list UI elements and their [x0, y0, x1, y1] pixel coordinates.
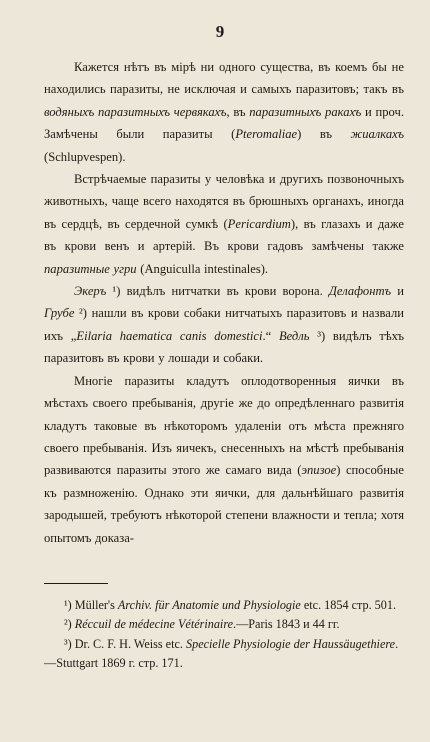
text-segment: и проч. Замѣчены были паразиты (: [44, 104, 404, 142]
italic-text-segment: Specielle Physiologie der Haussäugethiere: [186, 636, 396, 651]
paragraph: [44, 56, 404, 168]
italic-text-segment: Экеръ: [74, 284, 107, 299]
italic-text-segment: Pericardium: [227, 216, 291, 231]
text-segment: ²): [64, 617, 75, 632]
text-segment: .—Stuttgart 1869 г. стр. 171.: [44, 636, 399, 671]
text-segment: .—Paris 1843 и 44 гг.: [233, 617, 340, 632]
italic-text-segment: эпизое: [301, 463, 337, 478]
italic-text-segment: Réccuil de médecine Vétérinaire: [74, 617, 234, 632]
italic-text-segment: жиалкахъ: [350, 127, 404, 142]
italic-text-segment: паразитные угри: [44, 261, 137, 276]
italic-text-segment: водяныхъ паразитныхъ червякахъ: [44, 104, 227, 119]
text-segment: .“: [262, 328, 279, 343]
italic-text-segment: Делафонтъ: [328, 284, 392, 299]
text-segment: ³) Dr. C. F. H. Weiss etc.: [64, 636, 186, 651]
footnote: [44, 615, 404, 635]
text-segment: , въ: [226, 104, 250, 119]
text-segment: (Schlupvespen).: [44, 149, 126, 164]
paragraph: [44, 280, 404, 370]
italic-text-segment: Pteromaliae: [235, 127, 298, 142]
italic-text-segment: Eilaria haematica canis domestici: [76, 328, 263, 343]
italic-text-segment: Archiv. für Anatomie und Physiologie: [117, 597, 301, 612]
text-segment: ) въ: [297, 127, 351, 142]
text-segment: Встрѣчаемые паразиты у человѣка и другихъ позвоночныхъ животныхъ, чаще всего находятся въ брюшныхъ органахъ, иногда въ сердцѣ, въ сердечной сумкѣ (: [44, 172, 404, 231]
text-segment: Многіе паразиты кладутъ оплодотворенныя яички въ мѣстахъ своего пребыванія, другіе же до опредѣленнаго развитія кладутъ таковые въ нѣкоторомъ удаленіи отъ мѣста прежняго своего пребыванія. Изъ яичекъ, снесенныхъ на мѣстѣ пребыванія развиваются паразиты этого же самаго вида (: [44, 373, 404, 478]
text-segment: Кажется нѣтъ въ мірѣ ни одного существа, въ коемъ бы не находились паразиты, не исключая и самыхъ паразитовъ; такъ въ: [44, 60, 404, 97]
footnote-divider: [44, 583, 108, 584]
text-segment: etc. 1854 стр. 501.: [300, 597, 396, 612]
text-segment: (Anguicullа intestinales).: [136, 261, 269, 276]
paragraph: [44, 370, 404, 549]
footnote: [44, 596, 404, 616]
italic-text-segment: паразитныхъ ракахъ: [249, 104, 362, 119]
paragraph: [44, 168, 404, 280]
text-segment: и: [391, 284, 405, 299]
italic-text-segment: Грубе: [44, 306, 75, 321]
page-number: 9: [215, 22, 225, 41]
text-segment: ²) нашли въ крови собаки нитчатыхъ паразитовъ и назвали ихъ „: [44, 306, 404, 343]
text-segment: ³) видѣлъ тѣхъ паразитовъ въ крови у лошади и собаки.: [44, 328, 404, 366]
text-segment: ¹) Müller's: [64, 597, 118, 612]
footnote: [44, 635, 404, 674]
body-text: [44, 56, 404, 674]
text-segment: ¹) видѣлъ нитчатки въ крови ворона.: [106, 284, 329, 299]
text-segment: ), въ глазахъ и даже въ крови венъ и артерій. Въ крови гадовъ замѣчены также: [44, 216, 404, 254]
text-segment: ) способные къ размноженію. Однако эти яички, для дальнѣйшаго развитія зародышей, требуютъ нѣкоторой степени влажности и тепла; хотя опытомъ доказа-: [44, 463, 404, 545]
italic-text-segment: Ведль: [278, 328, 310, 343]
